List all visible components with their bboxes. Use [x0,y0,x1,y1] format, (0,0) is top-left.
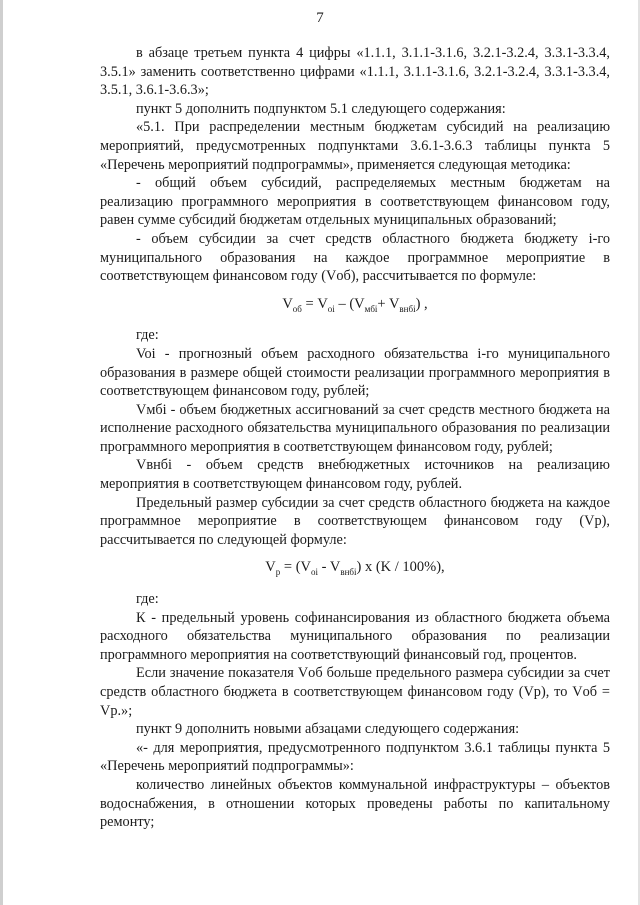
paragraph-amend-point4: в абзаце третьем пункта 4 цифры «1.1.1, 3.1.1-3.1.6, 3.2.1-3.2.4, 3.3.1-3.3.4, 3.5.1» заменить соответственно цифрами «1.1.1, 3.1.1-3.1.6, 3.2.1-3.2.4, 3.3.1-3.3.4, 3.5.1, 3.6.1-3.6.3»; [100,45,610,99]
paragraph-total-subsidy: - общий объем субсидий, распределяемых местным бюджетам на реализацию программного мероприятия в соответствующем финансовом году, равен сумме субсидий бюджетам отдельных муниципальных образований; [100,175,610,229]
document-body [100,44,610,832]
definition-vvnbi: Vвнбi - объем средств внебюджетных источников на реализацию мероприятия в соответствующем финансовом году, рублей. [100,457,610,493]
label-where-1: где: [136,327,159,344]
page-number: 7 [316,10,324,26]
label-where-2: где: [136,591,159,608]
definition-vmbi: Vмбi - объем бюджетных ассигнований за счет средств местного бюджета на исполнение расходного обязательства муниципального образования по реализации программного мероприятия в соответствующем финансовом году, рублей; [100,401,610,455]
definition-voi: Voi - прогнозный объем расходного обязательства i-го муниципального образования в размере общей стоимости реализации программного мероприятия в соответствующем финансовом году, рублей; [100,345,610,400]
paragraph-indicator: количество линейных объектов коммунальной инфраструктуры – объектов водоснабжения, в отношении которых проведены работы по капитальному ремонту; [100,776,610,831]
definition-k: К - предельный уровень софинансирования из областного бюджета объема расходного обязательства муниципального образования по реализации программного мероприятия на соответствующий финансовый год, процентов. [100,609,610,663]
paragraph-max-subsidy: Предельный размер субсидии за счет средств областного бюджета на каждое программное мероприятие в соответствующем финансовом году (Vp), рассчитывается по следующей формуле: [100,494,610,548]
formula-v-ob: $V_{об} = V_{oi} - (V_{мбi}+ V_{внбi})$ , [282,295,428,314]
scan-edge-left [0,0,3,905]
paragraph-subsidy-volume: - объем субсидии за счет средств областного бюджета бюджету i-го муниципального образования на каждое программное мероприятие в соответствующем финансовом году (Vоб), рассчитывается по формуле: [100,230,610,285]
paragraph-5-1-intro: «5.1. При распределении местным бюджетам субсидий на реализацию мероприятий, предусмотренных подпунктами 3.6.1-3.6.3 таблицы пункта 5 «Перечень мероприятий подпрограммы», применяется следующая методика: [100,119,610,173]
paragraph-measure-3-6-1: «- для мероприятия, предусмотренного подпунктом 3.6.1 таблицы пункта 5 «Перечень мероприятий подпрограммы»: [100,739,610,775]
paragraph-point9-add: пункт 9 дополнить новыми абзацами следующего содержания: [136,721,520,738]
paragraph-point5-add: пункт 5 дополнить подпунктом 5.1 следующего содержания: [136,100,506,117]
paragraph-condition: Если значение показателя Vоб больше предельного размера субсидии за счет средств областного бюджета в соответствующем финансовом году (Vp), то Vоб = Vp.»; [100,665,610,719]
formula-v-p: $V_p = (V_{oi} - V_{внбi})$ x (K / 100%), [265,559,445,578]
